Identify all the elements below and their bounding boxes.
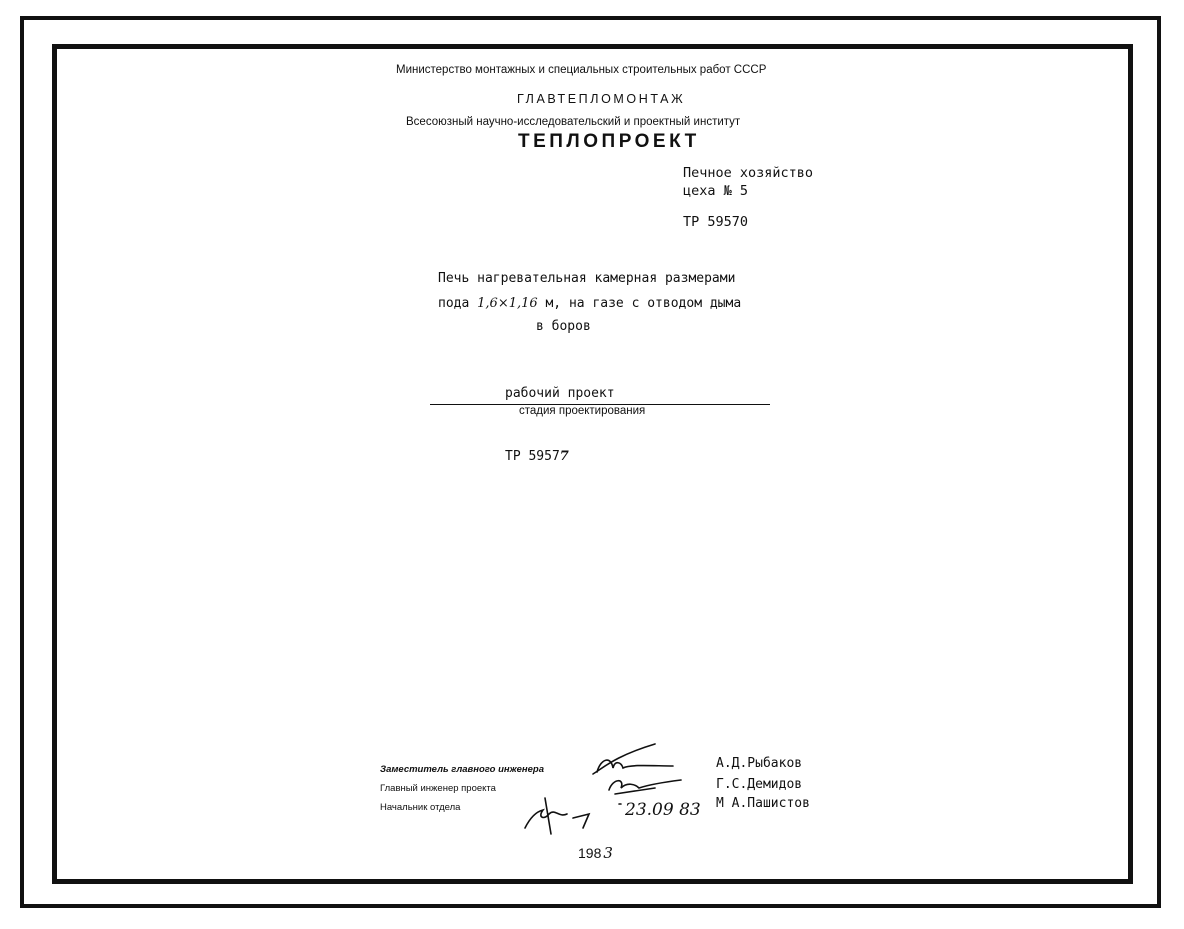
- handwritten-signatures: [515, 738, 695, 838]
- project-code: ТР 59570: [683, 214, 749, 230]
- name-rybakov: А.Д.Рыбаков: [716, 756, 803, 771]
- role-chief-project-engineer: Главный инженер проекта: [380, 783, 496, 794]
- title-line1: Печь нагревательная камерная размерами: [438, 271, 736, 286]
- document-code-handwritten: 7: [559, 449, 569, 464]
- name-pashistov: М А.Пашистов: [716, 796, 810, 811]
- title-line2-suffix: м, на газе с отводом дыма: [545, 296, 742, 311]
- year-handwritten: 3: [603, 844, 613, 862]
- signature-date: 23.09 83: [625, 800, 701, 820]
- title-dimensions: 1,6×1,16: [477, 296, 538, 311]
- document-code: [505, 449, 569, 464]
- year-printed: 198: [578, 845, 602, 861]
- institute-heading: Всесоюзный научно-исследовательский и проектный институт: [406, 116, 741, 128]
- year: [578, 844, 613, 862]
- organization-heading: ГЛАВТЕПЛОМОНТАЖ: [517, 92, 686, 106]
- name-demidov: Г.С.Демидов: [716, 777, 803, 792]
- stage-caption: стадия проектирования: [519, 405, 646, 417]
- role-deputy-chief-engineer: Заместитель главного инженера: [380, 764, 545, 775]
- title-line2-prefix: пода: [438, 296, 470, 311]
- facility-line2: цеха № 5: [683, 183, 749, 199]
- role-department-head: Начальник отдела: [380, 802, 461, 813]
- title-line2: [438, 296, 741, 311]
- institute-name: ТЕПЛОПРОЕКТ: [518, 131, 700, 152]
- title-line3: в боров: [536, 319, 591, 334]
- facility-line1: Печное хозяйство: [683, 165, 814, 181]
- ministry-heading: Министерство монтажных и специальных строительных работ СССР: [396, 64, 767, 76]
- stage-value: рабочий проект: [505, 386, 615, 401]
- document-code-printed: ТР 5957: [505, 449, 560, 464]
